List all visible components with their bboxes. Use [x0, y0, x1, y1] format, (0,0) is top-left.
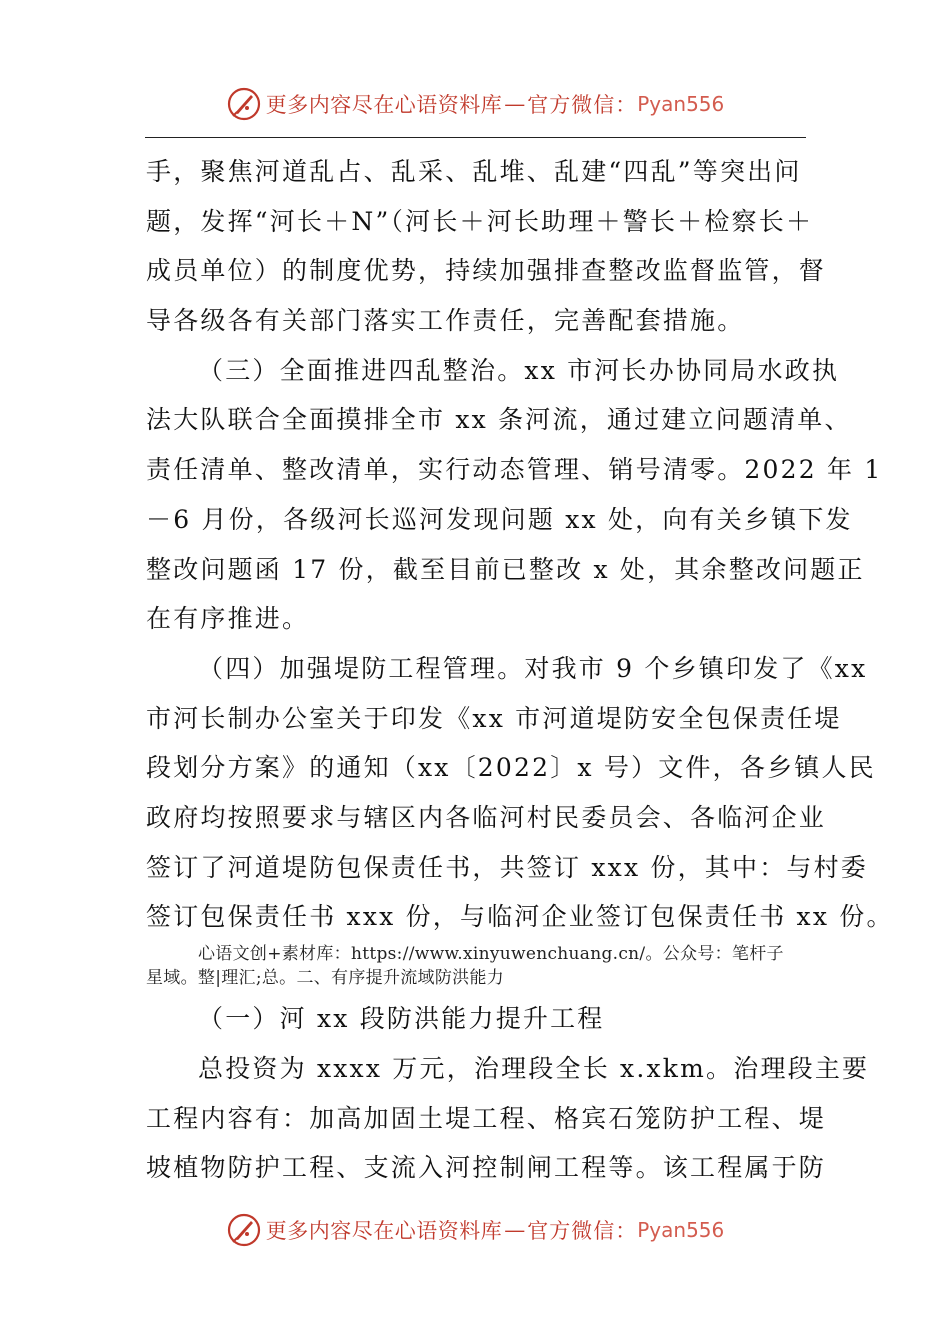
banner-wechat-id: Pyan556 [637, 92, 725, 116]
paragraph-3 [146, 644, 894, 942]
source-note [146, 942, 806, 990]
banner-wechat-id: Pyan556 [637, 1218, 725, 1242]
text-line: （四）加强堤防工程管理。对我市 9 个乡镇印发了《xx [198, 653, 868, 683]
document-body [146, 147, 894, 1193]
text-line: 政府均按照要求与辖区内各临河村民委员会、各临河企业 [146, 802, 827, 832]
banner-wechat-label: 官方微信： [527, 93, 638, 117]
text-line: 在有序推进。 [146, 604, 310, 634]
paragraph-4 [146, 1044, 870, 1193]
text-line: 责任清单、整改清单，实行动态管理、销号清零。2022 年 1 [146, 455, 883, 485]
text-line: 法大队联合全面摸排全市 xx 条河流，通过建立问题清单、 [146, 405, 852, 435]
paragraph-2 [146, 346, 883, 644]
text-line: 整改问题函 17 份，截至目前已整改 x 处，其余整改问题正 [146, 554, 865, 584]
text-line: 导各级各有关部门落实工作责任，完善配套措施。 [146, 306, 745, 336]
text-line: （三）全面推进四乱整治。xx 市河长办协同局水政执 [198, 355, 840, 385]
header-divider [145, 137, 806, 138]
note-line: 心语文创+素材库：https://www.xinyuwenchuang.cn/。公众号：笔杆子 [198, 944, 784, 964]
section-heading: （一）河 xx 段防洪能力提升工程 [198, 1004, 605, 1033]
quill-logo-icon [226, 86, 262, 122]
banner-text: 更多内容尽在心语资料库 [265, 93, 503, 117]
text-line: －6 月份，各级河长巡河发现问题 xx 处，向有关乡镇下发 [146, 504, 853, 534]
text-line: 签订了河道堤防包保责任书，共签订 xxx 份，其中：与村委 [146, 852, 868, 882]
banner-wechat-label: 官方微信： [527, 1219, 638, 1243]
text-line: 题，发挥“河长＋N”（河长＋河长助理＋警长＋检察长＋ [146, 206, 814, 236]
quill-logo-icon [226, 1212, 262, 1248]
text-line: 手，聚焦河道乱占、乱采、乱堆、乱建“四乱”等突出问 [146, 157, 802, 186]
text-line: 总投资为 xxxx 万元，治理段全长 x.xkm。治理段主要 [198, 1054, 870, 1083]
text-line: 市河长制办公室关于印发《xx 市河道堤防安全包保责任堤 [146, 703, 842, 733]
text-line: 成员单位）的制度优势，持续加强排查整改监督监管，督 [146, 256, 827, 286]
text-line: 段划分方案》的通知（xx〔2022〕x 号）文件，各乡镇人民 [146, 753, 876, 783]
note-line: 星域。整|理汇;总。二、有序提升流域防洪能力 [146, 968, 505, 988]
banner-text: 更多内容尽在心语资料库 [265, 1219, 503, 1243]
banner-dash: — [504, 92, 526, 116]
paragraph-1 [146, 147, 827, 346]
text-line: 工程内容有：加高加固土堤工程、格宾石笼防护工程、堤 [146, 1103, 827, 1133]
text-line: 坡植物防护工程、支流入河控制闸工程等。该工程属于防 [146, 1153, 827, 1183]
footer-banner [0, 1210, 950, 1250]
banner-dash: — [504, 1218, 526, 1242]
header-banner [0, 84, 950, 124]
text-line: 签订包保责任书 xxx 份，与临河企业签订包保责任书 xx 份。 [146, 902, 894, 932]
